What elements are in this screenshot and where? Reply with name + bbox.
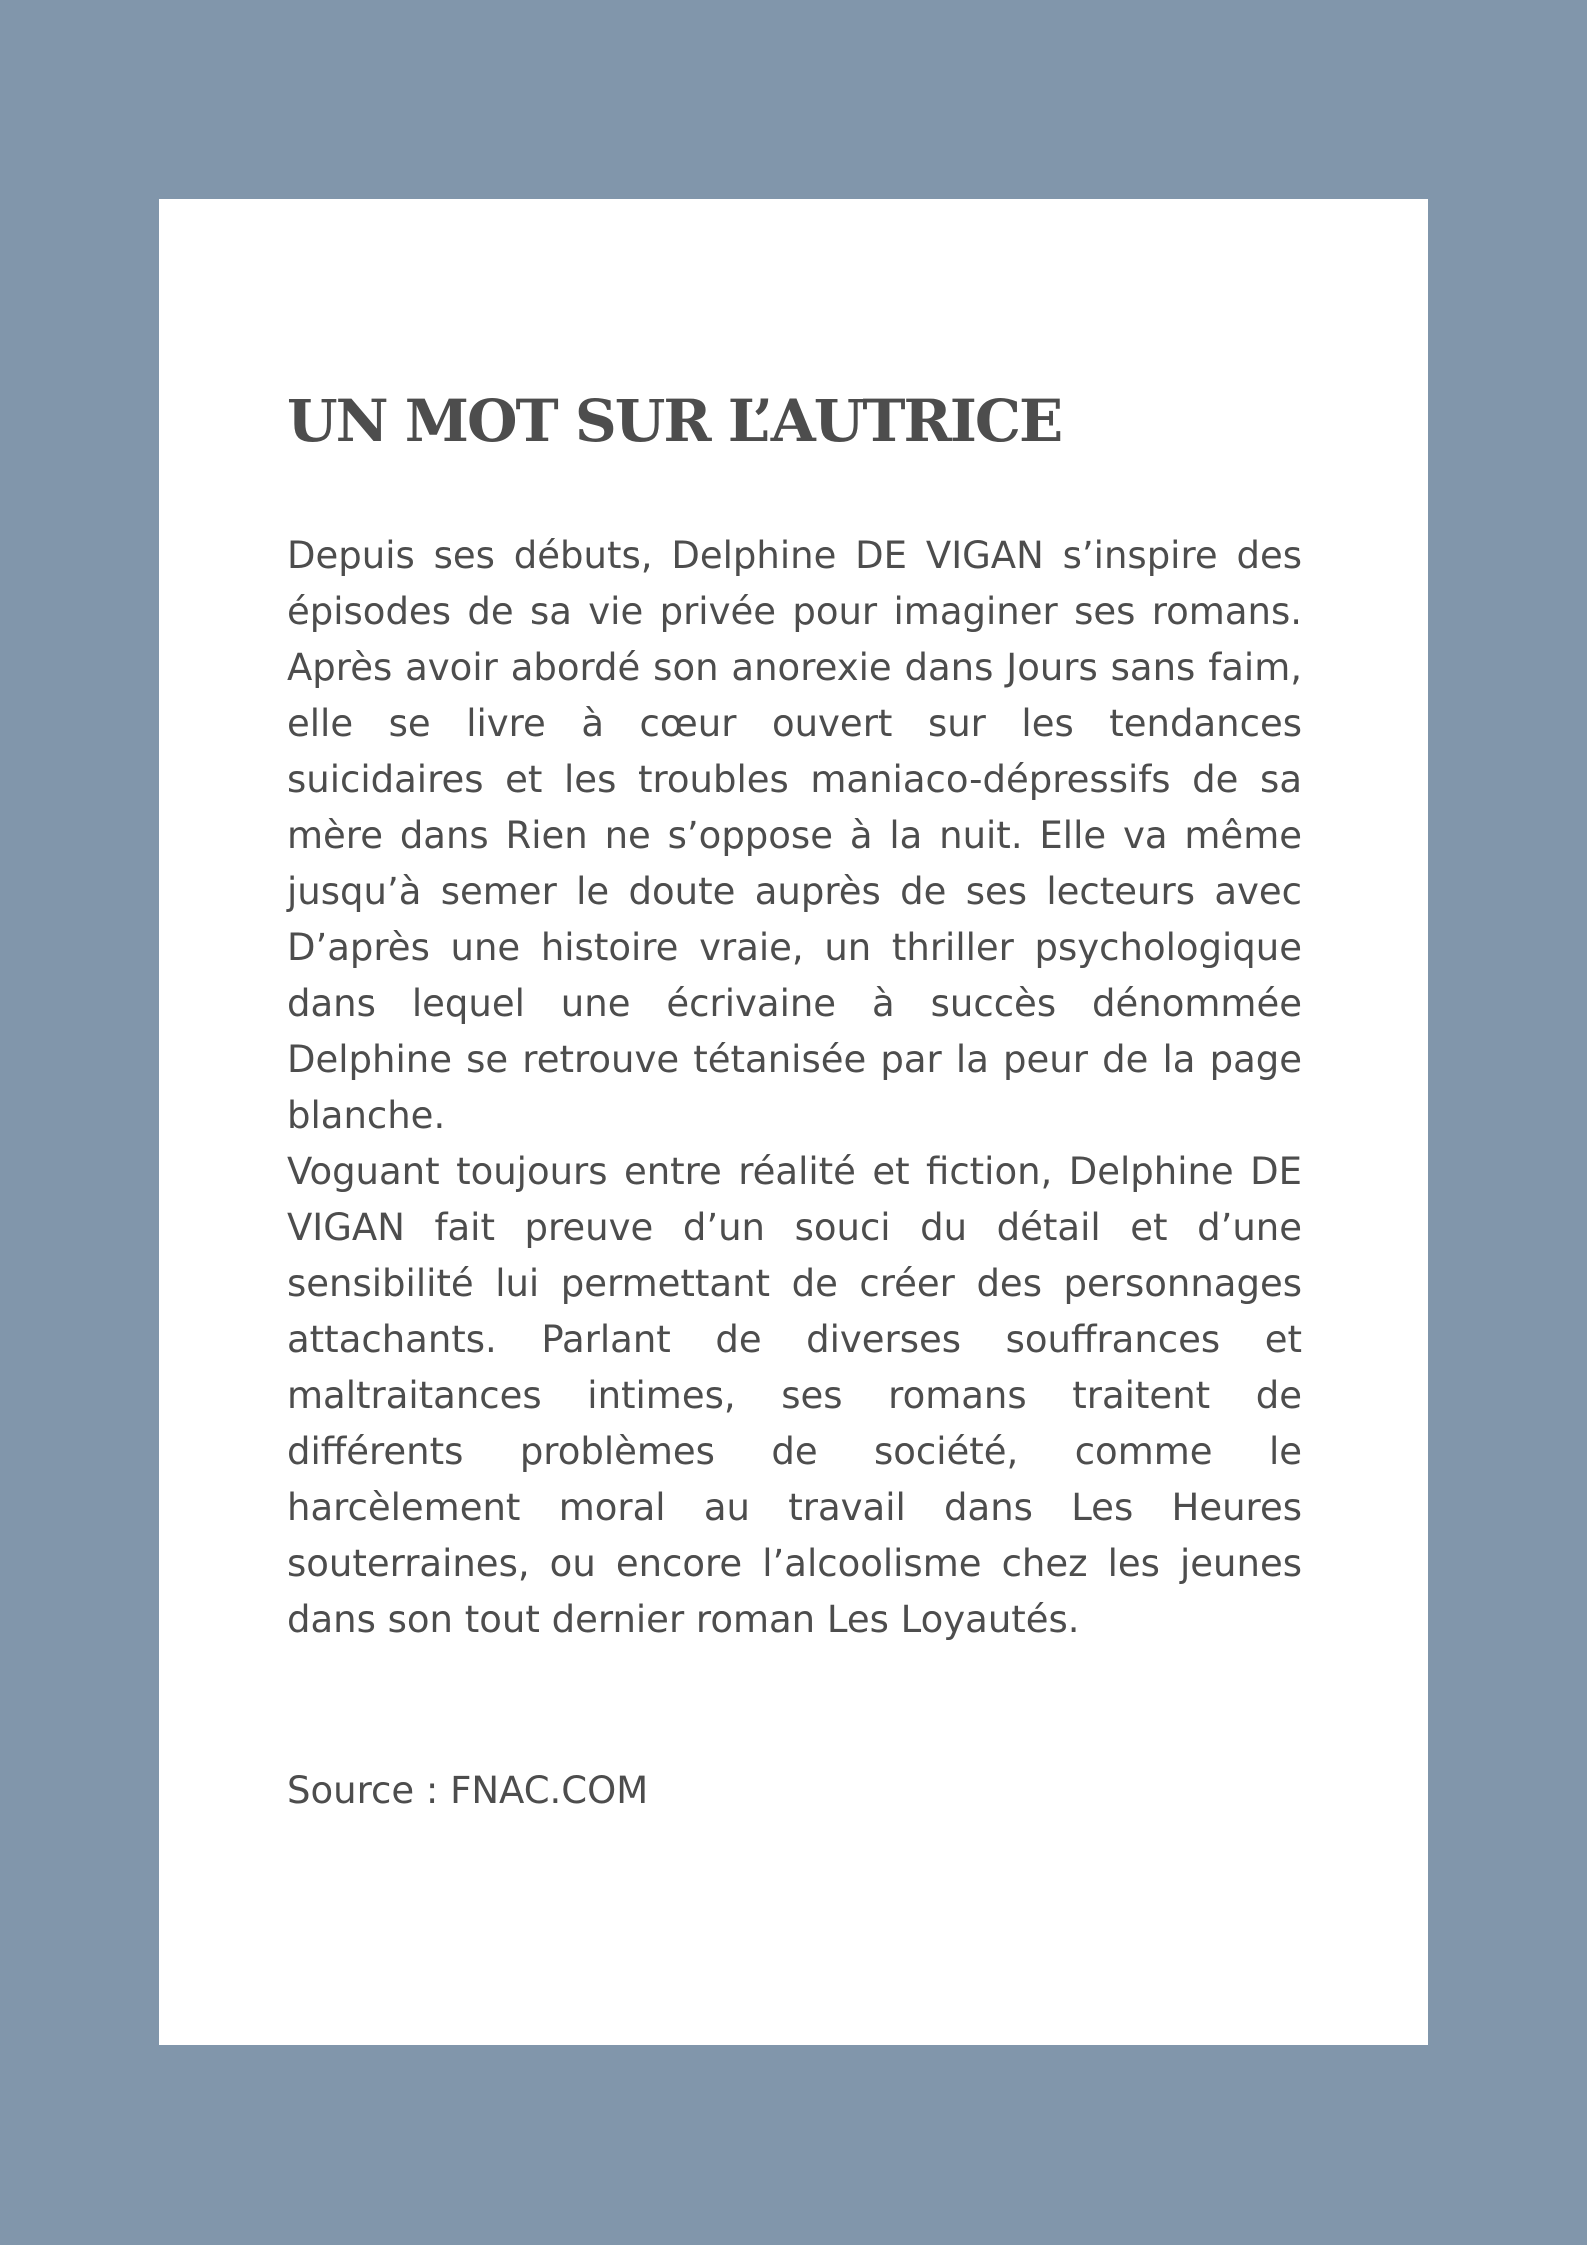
document-content	[287, 387, 1302, 1819]
page-title: UN MOT SUR L’AUTRICE	[287, 387, 1062, 455]
paragraph-2: Voguant toujours entre réalité et fiction, Delphine DE VIGAN fait preuve d’un souci du détail et d’une sensibilité lui permettant de créer des personnages attachants. Parlant de diverses souffrances et maltraitances intimes, ses romans traitent de différents problèmes de société, comme le harcèlement moral au travail dans Les Heures souterraines, ou encore l’alcoolisme chez les jeunes dans son tout dernier roman Les Loyautés.	[287, 1150, 1302, 1641]
paragraph-1: Depuis ses débuts, Delphine DE VIGAN s’inspire des épisodes de sa vie privée pour imaginer ses romans. Après avoir abordé son anorexie dans Jours sans faim, elle se livre à cœur ouvert sur les tendances suicidaires et les troubles maniaco-dépressifs de sa mère dans Rien ne s’oppose à la nuit. Elle va même jusqu’à semer le doute auprès de ses lecteurs avec D’après une histoire vraie, un thriller psychologique dans lequel une écrivaine à succès dénommée Delphine se retrouve tétanisée par la peur de la page blanche.	[287, 534, 1302, 1137]
body-text	[287, 528, 1302, 1648]
document-card	[159, 199, 1428, 2045]
source-text: Source : FNAC.COM	[287, 1769, 649, 1812]
